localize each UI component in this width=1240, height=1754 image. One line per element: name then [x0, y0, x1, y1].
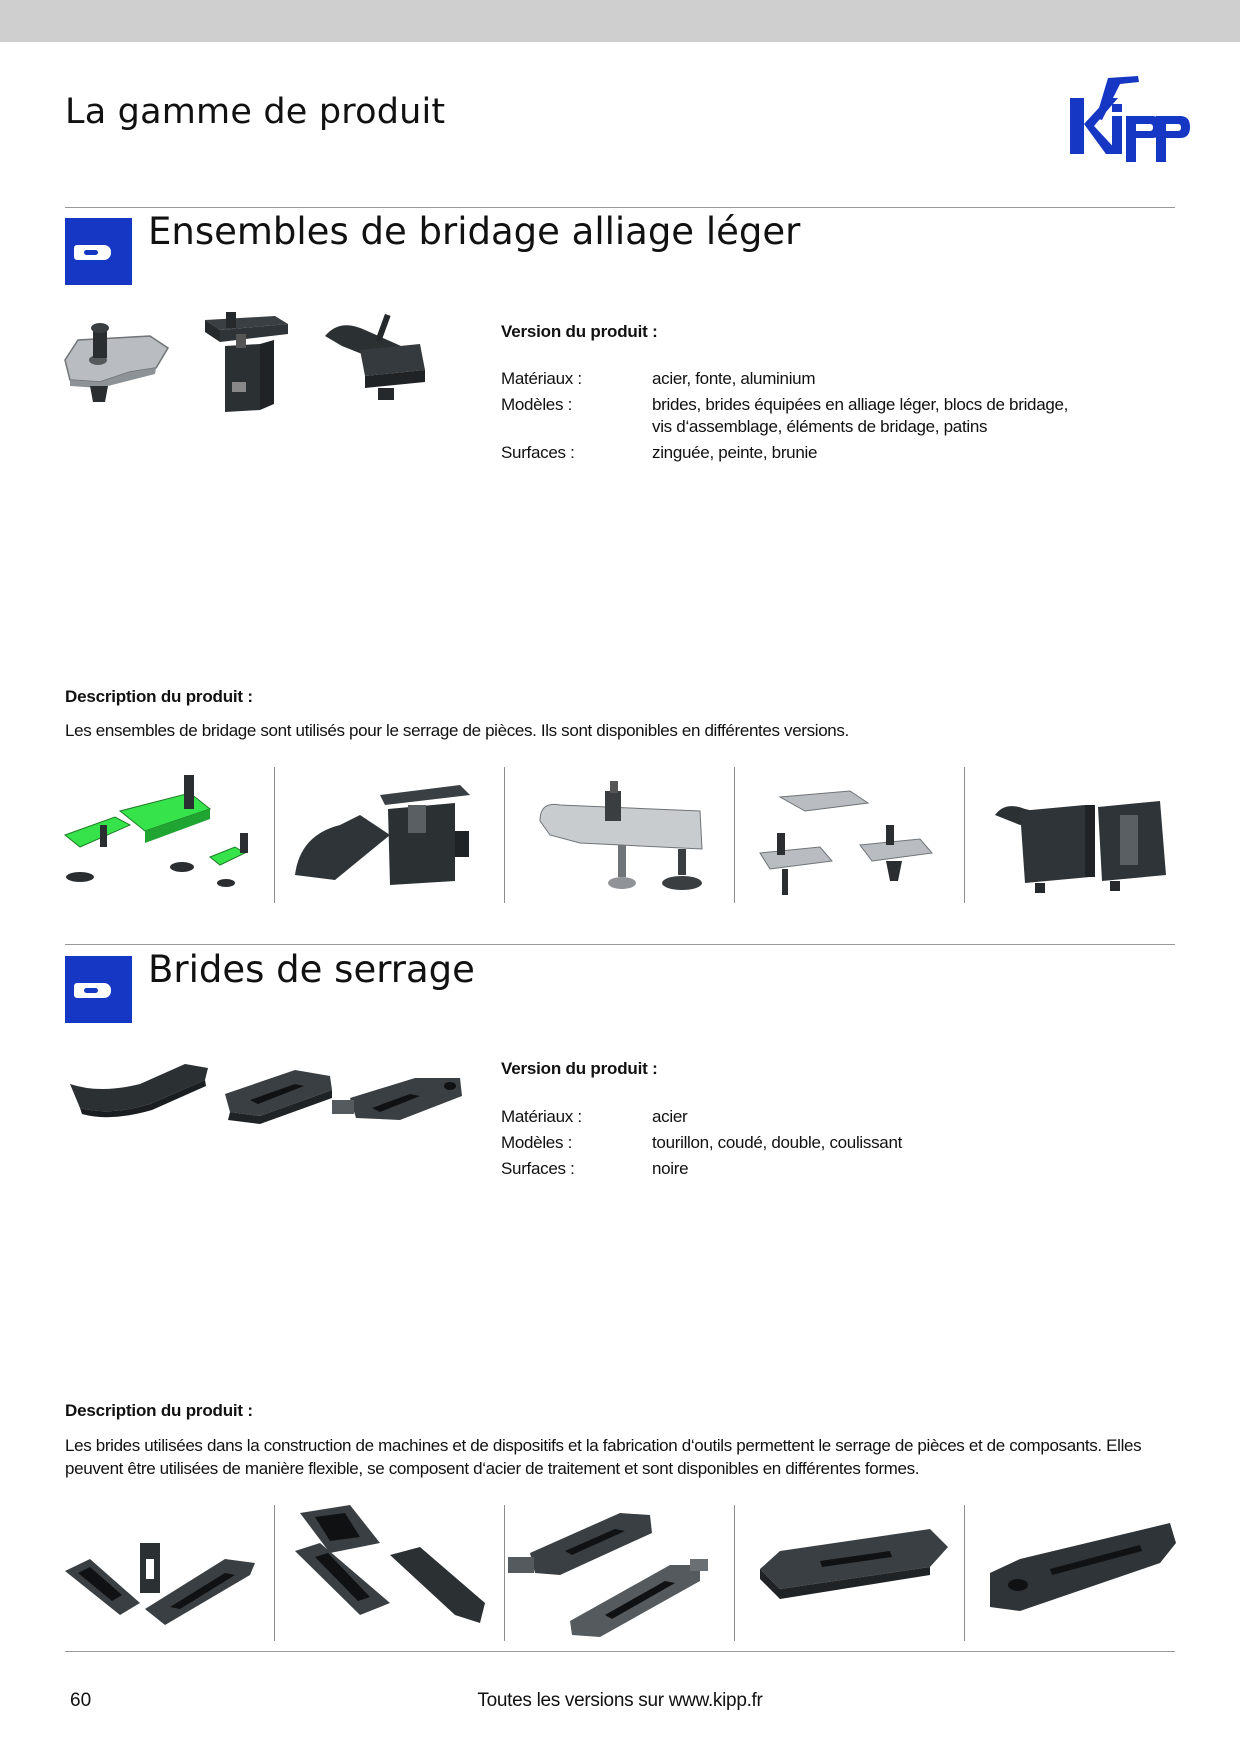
footer-divider [65, 1651, 1175, 1652]
spec-key: Matériaux : [501, 1107, 582, 1126]
clamp-slot-icon [65, 218, 132, 285]
spec-key: Modèles : [501, 395, 573, 414]
spec-value: brides, brides équipées en alliage léger, blocs de bridage, vis d‘assemblage, éléments de bridage, patins [652, 395, 1069, 436]
kipp-logo [1068, 72, 1190, 168]
spec-key: Surfaces : [501, 443, 575, 462]
version-label: Version du produit : [501, 322, 658, 341]
sliding-strap-clamps-image [508, 1513, 708, 1637]
trunnion-strap-clamp-image [332, 1078, 462, 1120]
spec-row-models [501, 1132, 1092, 1154]
silver-clamp-set-image [760, 791, 932, 895]
section-divider [65, 207, 1175, 208]
black-clamp-pair-image [295, 785, 470, 885]
gooseneck-clamps-image [65, 1543, 255, 1625]
spec-row-surfaces [501, 442, 1092, 464]
spec-value: noire [652, 1159, 689, 1178]
slotted-strap-clamp-image [225, 1070, 332, 1124]
page-title: La gamme de produit [65, 92, 446, 132]
black-clamp-block-image [205, 312, 288, 412]
section-title: Ensembles de bridage alliage léger [148, 210, 801, 253]
black-lever-clamp-image [325, 314, 425, 400]
version-label: Version du produit : [501, 1059, 658, 1078]
product-thumbnails [60, 310, 480, 440]
light-alloy-clamp-image [65, 323, 168, 402]
description-label: Description du produit : [65, 1401, 253, 1420]
spec-row-materials [501, 1106, 1092, 1128]
spec-row-materials [501, 368, 1092, 390]
heavy-strap-clamp-image [990, 1523, 1176, 1611]
description-label: Description du produit : [65, 687, 253, 706]
description-text: Les brides utilisées dans la construction de machines et de dispositifs et la fabrication d‘outils permettent le serrage de pièces et de composants. Elles peuvent être utilisées de manière flexible, se composent d‘acier de traitement et sont disponibles en différentes formes. [65, 1436, 1142, 1478]
spec-key: Matériaux : [501, 369, 582, 388]
spec-value: zinguée, peinte, brunie [652, 443, 818, 462]
page-number: 60 [70, 1690, 92, 1711]
spec-key: Modèles : [501, 1133, 573, 1152]
product-image-strip [60, 1503, 1176, 1643]
footer-text: Toutes les versions sur www.kipp.fr [477, 1690, 763, 1711]
spec-row-models [501, 394, 1092, 438]
spec-key: Surfaces : [501, 1159, 575, 1178]
product-thumbnails [60, 1050, 480, 1180]
green-clamp-set-image [65, 775, 248, 887]
gooseneck-strap-clamp-image [70, 1064, 208, 1117]
spec-value: tourillon, coudé, double, coulissant [652, 1133, 903, 1152]
spec-row-surfaces [501, 1158, 1092, 1180]
spec-value: acier, fonte, aluminium [652, 369, 816, 388]
description-text: Les ensembles de bridage sont utilisés pour le serrage de pièces. Ils sont disponibles en différentes versions. [65, 721, 849, 740]
spec-table [501, 1106, 1092, 1184]
spec-value: acier [652, 1107, 688, 1126]
double-strap-clamps-image [295, 1505, 485, 1623]
section-divider [65, 944, 1175, 945]
top-band [0, 0, 1240, 42]
spec-table [501, 368, 1092, 468]
section-title: Brides de serrage [148, 948, 475, 991]
product-image-strip [60, 765, 1176, 905]
silver-goose-neck-clamp-image [540, 781, 702, 890]
flat-strap-clamp-image [760, 1529, 948, 1599]
clamp-slot-icon [65, 956, 132, 1023]
black-lever-clamp-pair-image [995, 801, 1166, 893]
